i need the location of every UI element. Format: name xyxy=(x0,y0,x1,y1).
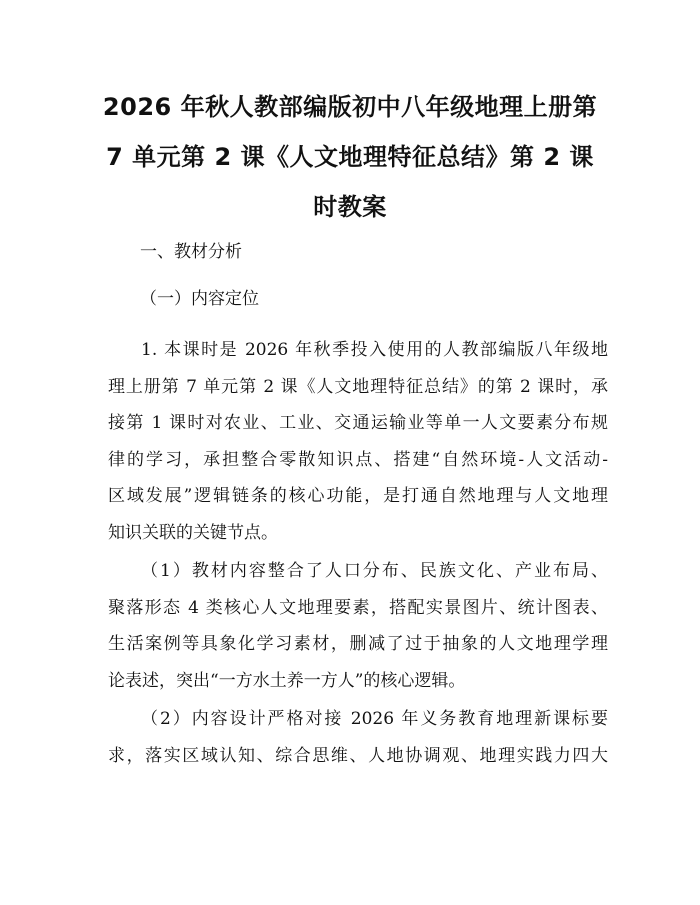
title-line: 2026 年秋人教部编版初中八年级地理上册第 xyxy=(102,93,598,121)
paragraph-line: 论表述，突出“一方水土养一方人”的核心逻辑。 xyxy=(108,670,466,691)
paragraph-line: 理上册第 7 单元第 2 课《人文地理特征总结》的第 2 课时，承 xyxy=(108,376,608,397)
subsection-heading: （一）内容定位 xyxy=(140,289,259,309)
paragraph-line: （2）内容设计严格对接 2026 年义务教育地理新课标要 xyxy=(141,709,608,729)
paragraph-curriculum-standards xyxy=(108,701,608,774)
paragraph-textbook-content xyxy=(108,553,608,699)
paragraph-content-positioning xyxy=(108,332,608,551)
paragraph-line: 聚落形态 4 类核心人文地理要素，搭配实景图片、统计图表、 xyxy=(108,597,608,618)
paragraph-line: 知识关联的关键节点。 xyxy=(108,522,278,543)
section-heading: 一、教材分析 xyxy=(140,242,242,262)
title-line: 7 单元第 2 课《人文地理特征总结》第 2 课 xyxy=(106,143,594,171)
paragraph-line: 求，落实区域认知、综合思维、人地协调观、地理实践力四大 xyxy=(108,745,608,766)
title-line: 时教案 xyxy=(313,193,387,221)
paragraph-line: 区域发展”逻辑链条的核心功能，是打通自然地理与人文地理 xyxy=(108,486,608,506)
paragraph-line: 生活案例等具象化学习素材，删减了过于抽象的人文地理学理 xyxy=(108,634,608,654)
paragraph-line: 接第 1 课时对农业、工业、交通运输业等单一人文要素分布规 xyxy=(108,413,608,433)
paragraph-line: 律的学习，承担整合零散知识点、搭建“自然环境-人文活动- xyxy=(108,449,608,470)
paragraph-line: （1）教材内容整合了人口分布、民族文化、产业布局、 xyxy=(141,561,608,581)
paragraph-line: 1. 本课时是 2026 年秋季投入使用的人教部编版八年级地 xyxy=(141,340,608,360)
document-title xyxy=(95,82,605,232)
